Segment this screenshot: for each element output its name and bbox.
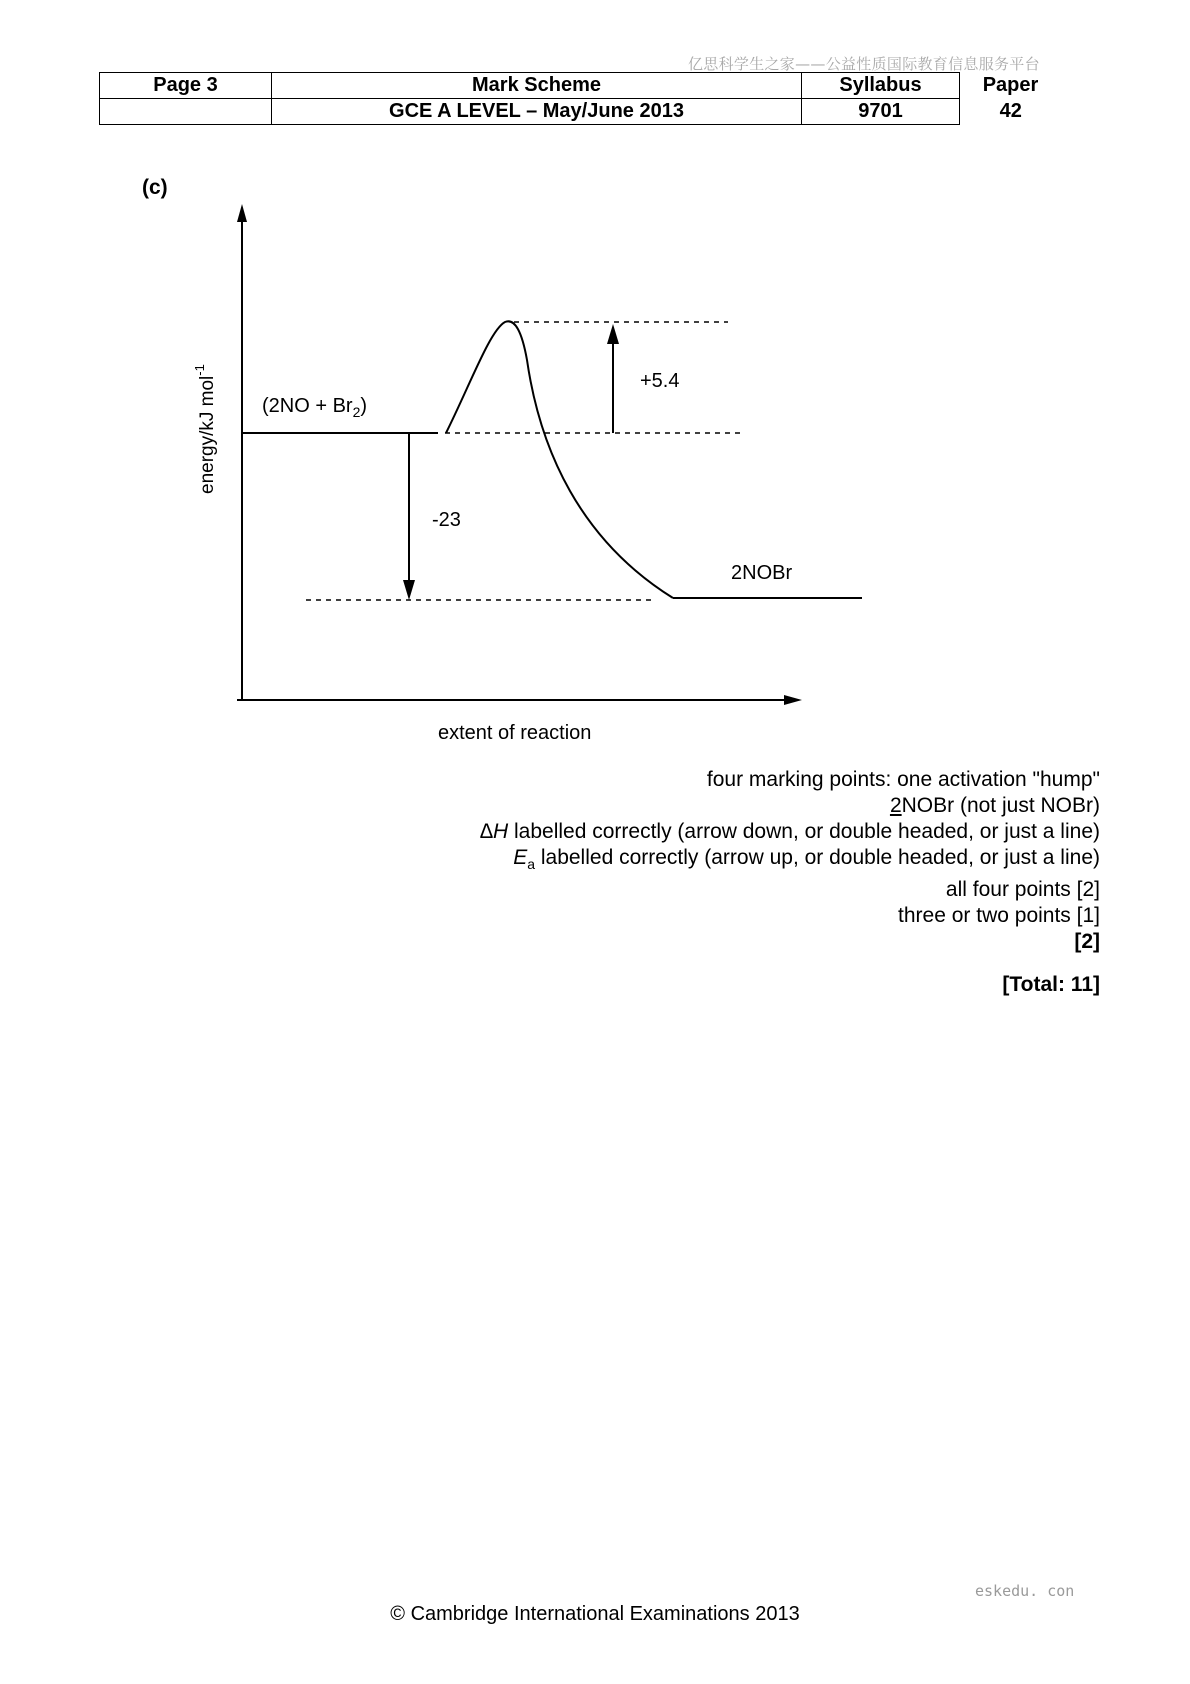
- marking-line-4: $E_a$ labelled correctly (arrow up, or double headed, or just a line): [513, 846, 1100, 873]
- activation-energy-value: +5.4: [640, 370, 680, 392]
- marking-line-5: all four points [2]: [945, 878, 1100, 902]
- marks-awarded: [2]: [1074, 930, 1100, 954]
- enthalpy-change-value: -23: [432, 509, 461, 531]
- product-label: 2NOBr: [731, 562, 793, 584]
- activation-energy-arrowhead: [607, 324, 619, 344]
- marking-line-1: four marking points: one activation "hump": [706, 768, 1100, 791]
- paper-label-cell: Paper: [982, 74, 1039, 96]
- page-number-cell: Page 3: [100, 73, 272, 99]
- y-axis-label: energy/kJ mol$^{-1}$: [192, 364, 218, 494]
- copyright-footer: © Cambridge International Examinations 2013: [390, 1603, 800, 1625]
- paper-number-cell: 42: [999, 100, 1022, 122]
- watermark-top: 亿思科学生之家——公益性质国际教育信息服务平台: [688, 55, 1040, 73]
- marking-line-2: 2NOBr (not just NOBr): [889, 794, 1100, 817]
- watermark-bottom: eskedu. con: [975, 1582, 1075, 1600]
- y-axis-arrowhead: [237, 204, 247, 222]
- total-marks: [Total: 11]: [1002, 973, 1100, 996]
- marking-line-6: three or two points [1]: [898, 904, 1100, 928]
- mark-scheme-title-cell: Mark Scheme: [272, 73, 802, 99]
- x-axis-label: extent of reaction: [438, 722, 592, 744]
- ea-symbol: E: [513, 846, 528, 869]
- syllabus-label-cell: Syllabus: [802, 73, 960, 99]
- delta-h-symbol: ∆H: [480, 820, 509, 843]
- marking-line-3: ∆H labelled correctly (arrow down, or double headed, or just a line): [480, 820, 1100, 843]
- syllabus-code-cell: 9701: [802, 99, 960, 125]
- reactants-label: $(2NO + Br_2)$: [262, 395, 368, 420]
- x-axis-arrowhead: [784, 695, 802, 705]
- enthalpy-change-arrowhead: [403, 580, 415, 600]
- part-label: (c): [142, 176, 168, 199]
- underlined-coefficient: 2: [889, 794, 902, 817]
- activation-hump-curve: [446, 321, 673, 598]
- marking-points: [480, 767, 1100, 955]
- exam-session-cell: GCE A LEVEL – May/June 2013: [272, 99, 802, 125]
